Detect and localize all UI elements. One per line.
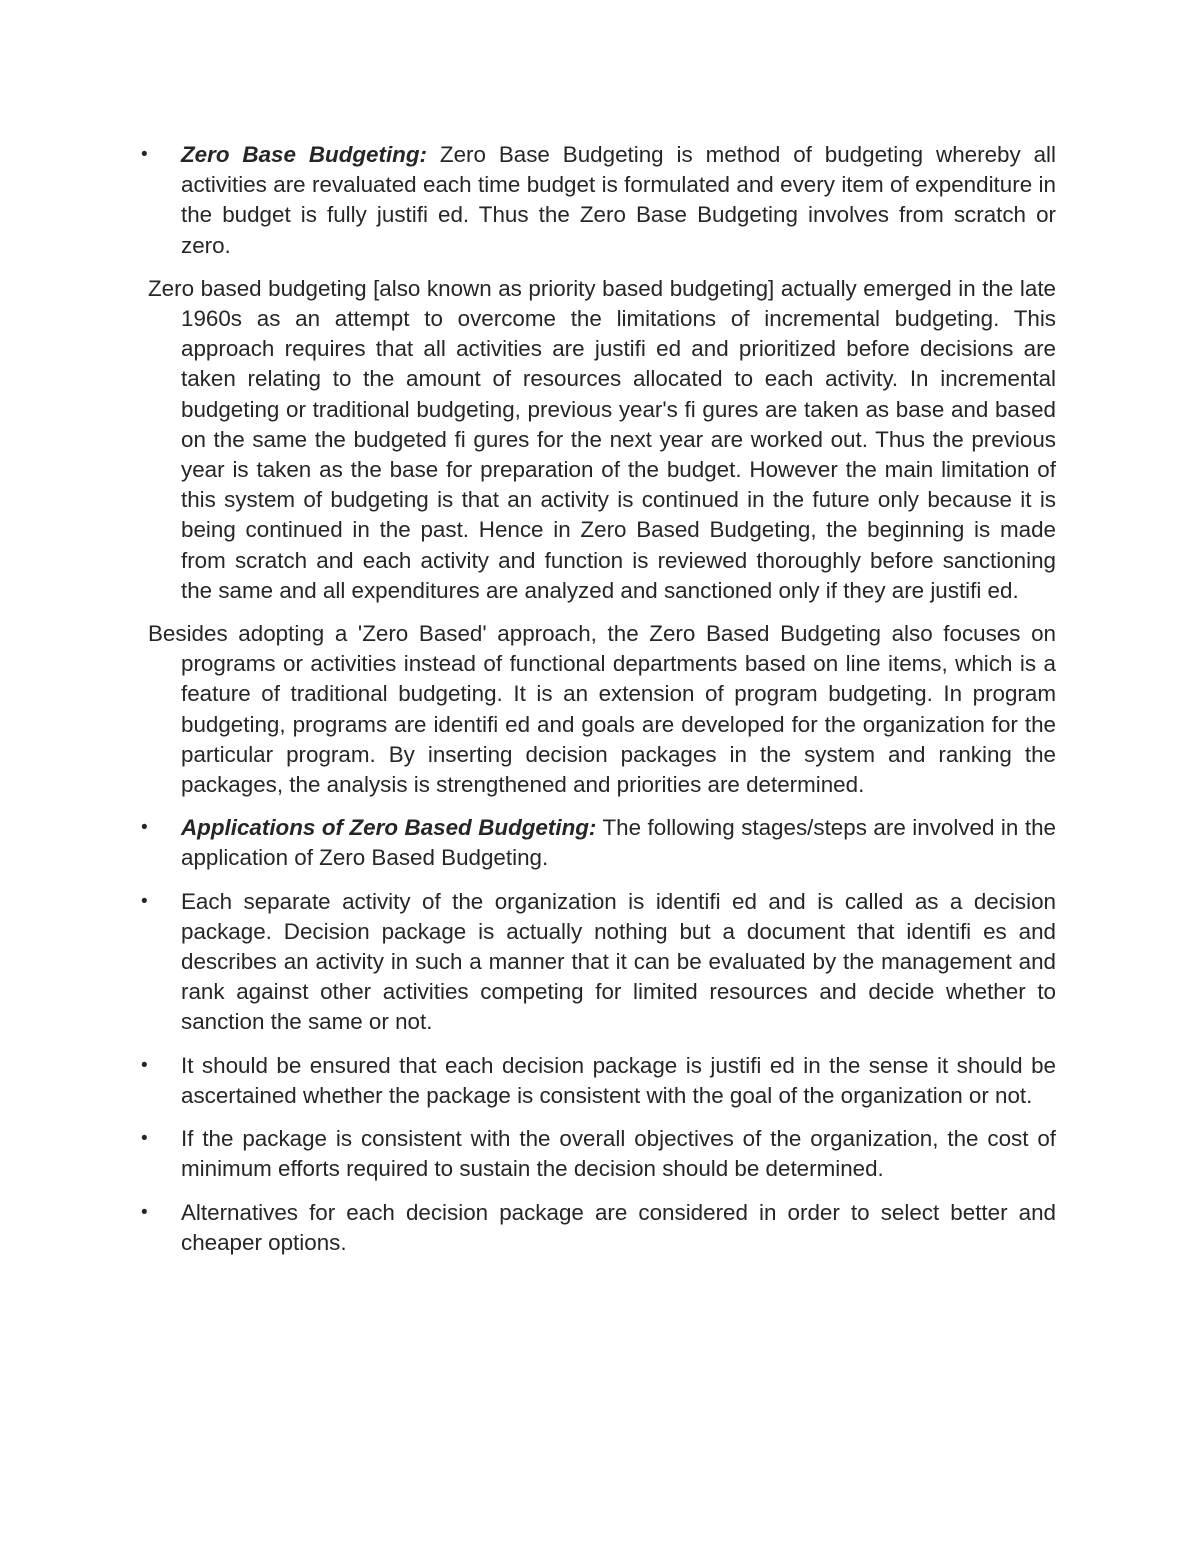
bullet-marker: • <box>141 1128 148 1150</box>
bullet-marker: • <box>141 1054 148 1076</box>
bullet-package-justified <box>140 1051 1056 1111</box>
bullet-applications-of-zbb <box>140 813 1056 873</box>
bullet-decision-package <box>140 887 1056 1038</box>
bullet-text: It should be ensured that each decision package is justifi ed in the sense it should be ascertained whether the package is consistent with the goal of the organization or not. <box>181 1052 1056 1108</box>
bullet-marker: • <box>141 144 148 165</box>
bullet-text: Alternatives for each decision package are considered in order to select better and cheaper options. <box>181 1199 1056 1255</box>
paragraph-zbb-history: Zero based budgeting [also known as priority based budgeting] actually emerged in the late 1960s as an attempt to overcome the limitations of incremental budgeting. This approach requires that all activities are justifi ed and prioritized before decisions are taken relating to the amount of resources allocated to each activity. In incremental budgeting or traditional budgeting, previous year's fi gures are taken as base and based on the same the budgeted fi gures for the next year are worked out. Thus the previous year is taken as the base for preparation of the budget. However the main limitation of this system of budgeting is that an activity is continued in the future only because it is being continued in the past. Hence in Zero Based Budgeting, the beginning is made from scratch and each activity and function is reviewed thoroughly before sanctioning the same and all expenditures are analyzed and sanctioned only if they are justifi ed. <box>148 275 1056 603</box>
bullet-marker: • <box>141 817 148 839</box>
bullet-zero-base-budgeting <box>140 140 1056 261</box>
bullet-alternatives <box>140 1198 1056 1258</box>
document-body <box>140 140 1056 1271</box>
bullet-text: Each separate activity of the organization is identifi ed and is called as a decision package. Decision package is actually nothing but a document that identifi es and describes an activity in such a manner that it can be evaluated by the management and rank against other activities competing for limited resources and decide whether to sanction the same or not. <box>181 888 1056 1035</box>
paragraph-zbb-programs: Besides adopting a 'Zero Based' approach, the Zero Based Budgeting also focuses on programs or activities instead of functional departments based on line items, which is a feature of traditional budgeting. It is an extension of program budgeting. In program budgeting, programs are identifi ed and goals are developed for the organization for the particular program. By inserting decision packages in the system and ranking the packages, the analysis is strengthened and priorities are determined. <box>148 621 1056 798</box>
bullet-text: If the package is consistent with the overall objectives of the organization, the cost of minimum efforts required to sustain the decision should be determined. <box>181 1126 1056 1182</box>
bullet-lead-heading: Applications of Zero Based Budgeting: <box>181 815 597 841</box>
bullet-text: The following stages/steps are involved in the application of Zero Based Budgeting. <box>181 815 1056 871</box>
bullet-marker: • <box>141 1201 148 1223</box>
bullet-lead-heading: Zero Base Budgeting: <box>181 142 427 167</box>
bullet-text: Zero Base Budgeting is method of budgeting whereby all activities are revaluated each time budget is formulated and every item of expenditure in the budget is fully justifi ed. Thus the Zero Base Budgeting involves from scratch or zero. <box>181 142 1056 258</box>
bullet-marker: • <box>141 890 148 912</box>
bullet-minimum-efforts <box>140 1124 1056 1184</box>
